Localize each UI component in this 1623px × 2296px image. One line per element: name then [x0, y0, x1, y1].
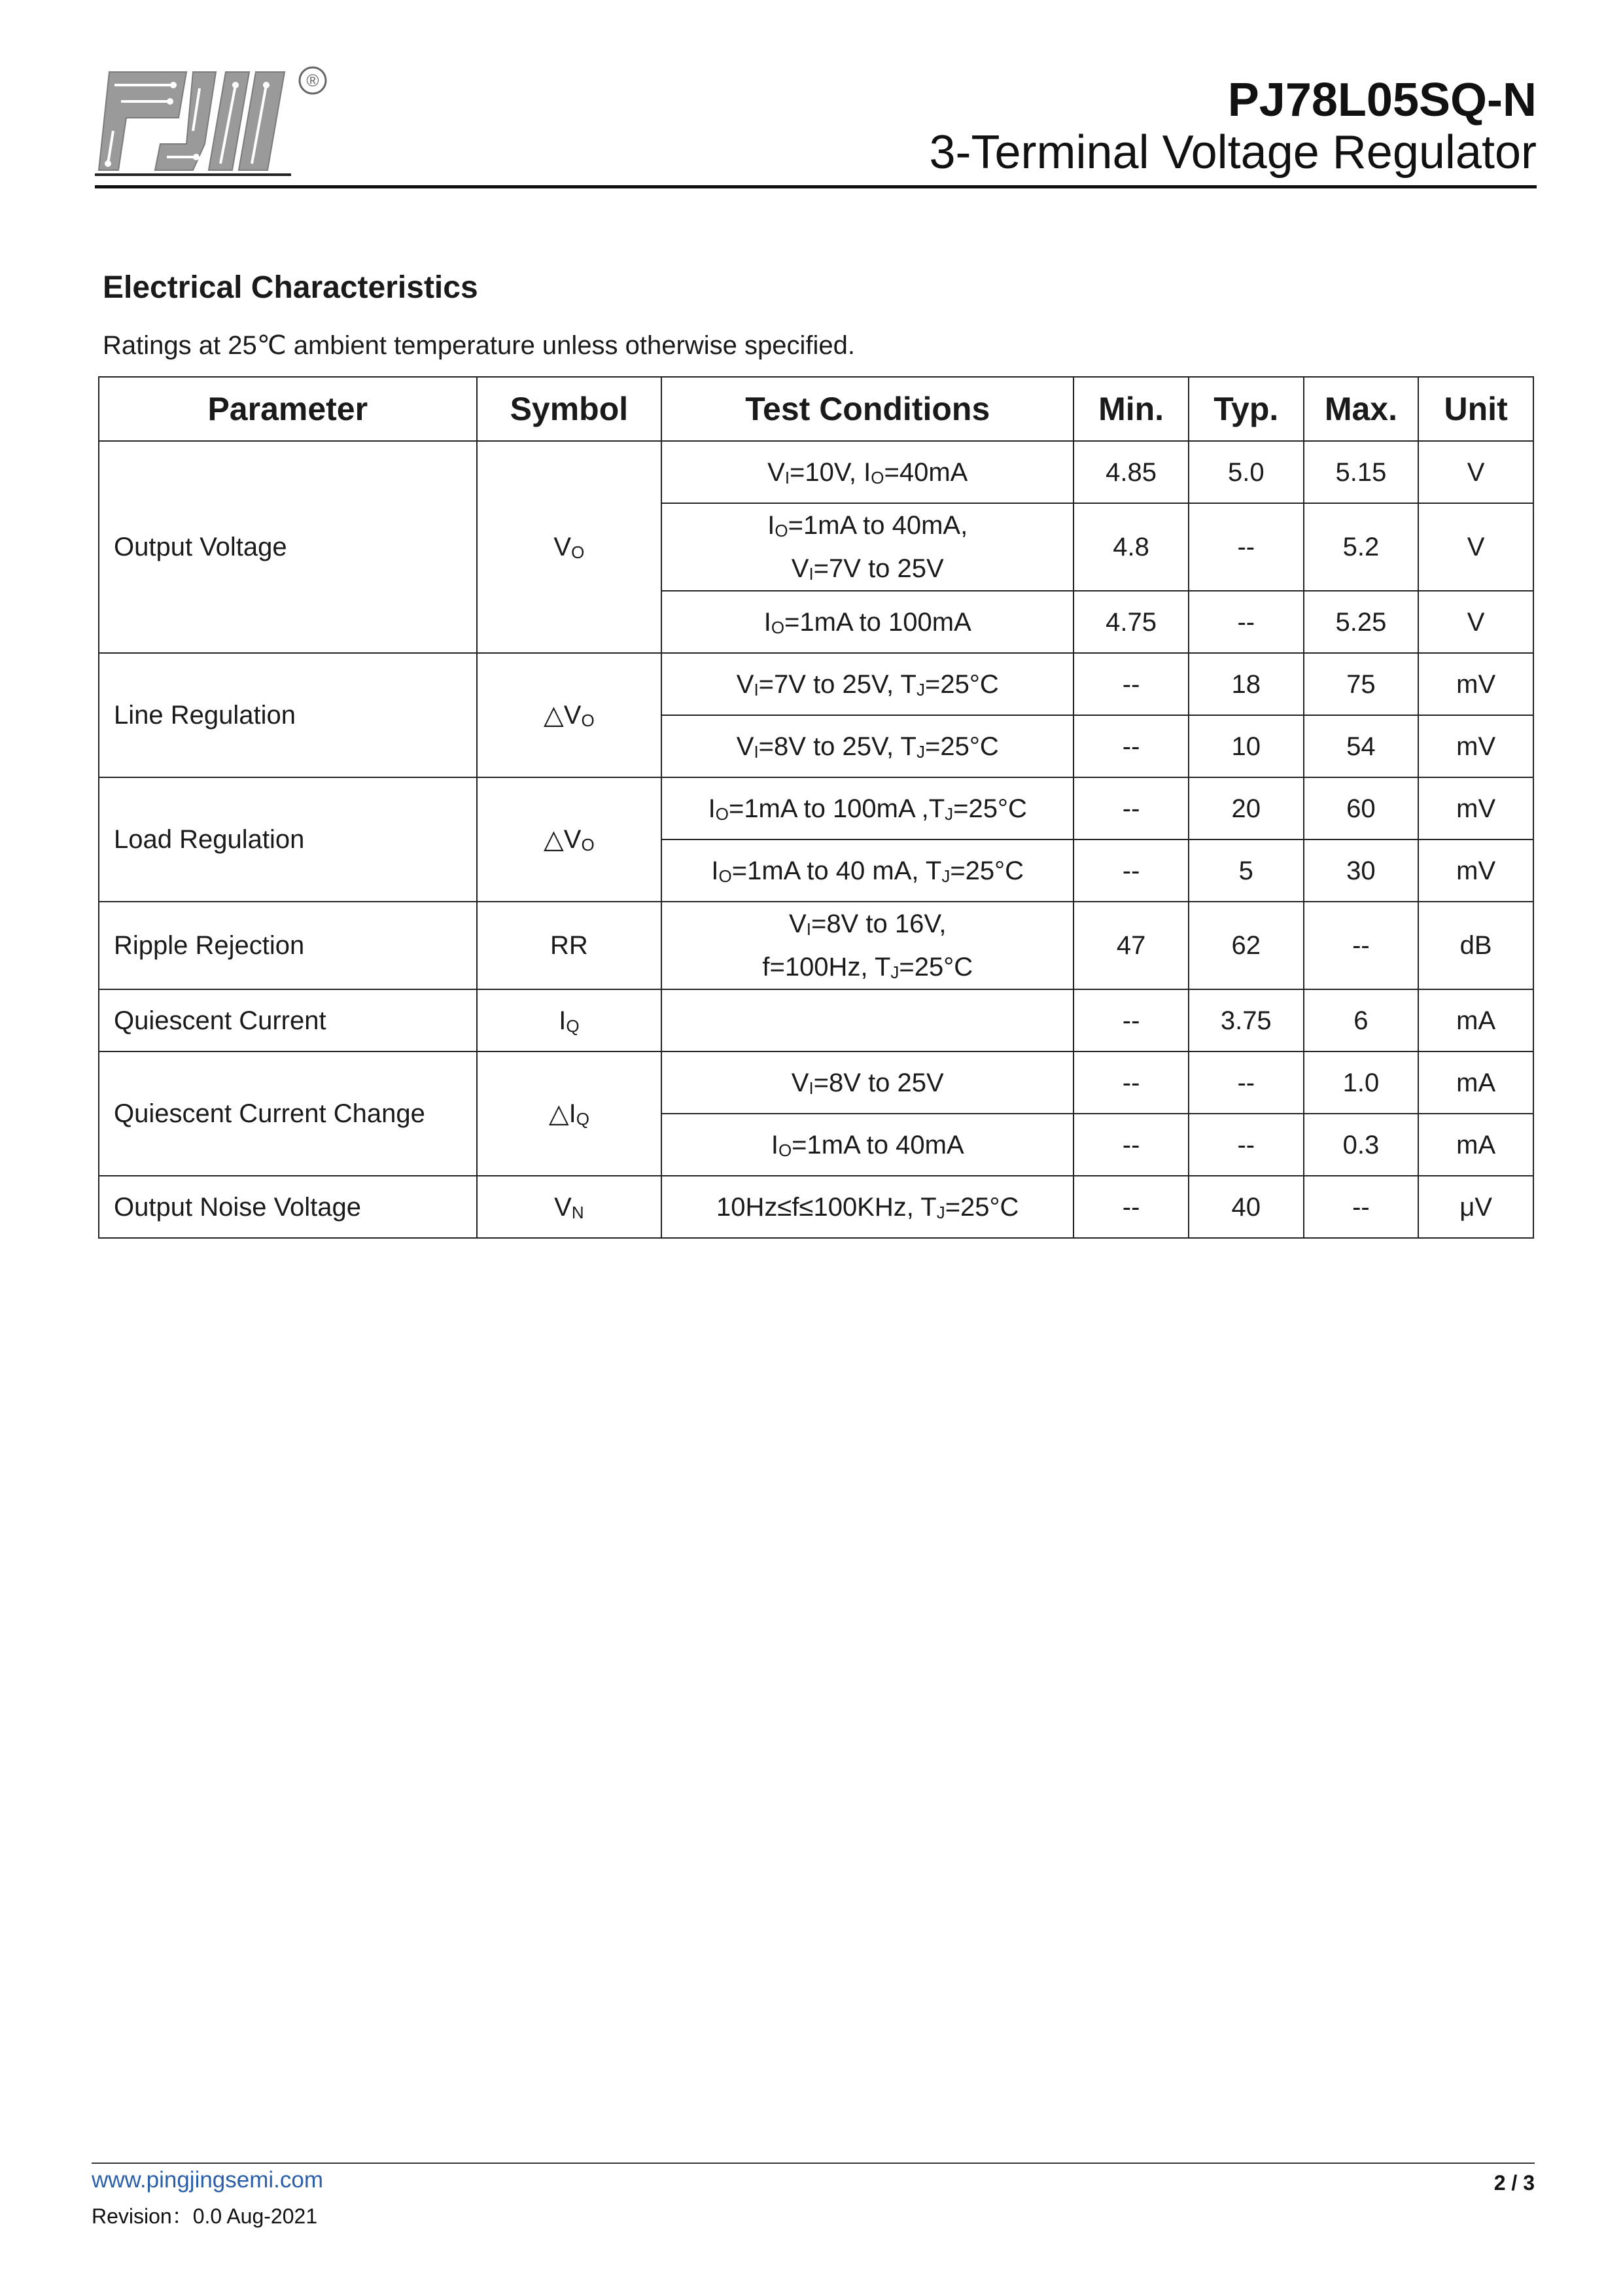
- header-unit: Unit: [1418, 377, 1533, 441]
- header-min: Min.: [1073, 377, 1189, 441]
- test-conditions: [661, 1114, 1073, 1176]
- condition-text: =8V to 25V, T: [758, 732, 916, 761]
- ratings-note: Ratings at 25℃ ambient temperature unless otherwise specified.: [103, 331, 855, 360]
- table-row: [99, 902, 1533, 989]
- condition-text: =1mA to 40mA: [792, 1130, 964, 1159]
- min-value: --: [1073, 777, 1189, 839]
- min-value: --: [1073, 989, 1189, 1051]
- test-conditions: [661, 902, 1073, 989]
- typ-value: 10: [1189, 715, 1304, 777]
- condition-line: [669, 787, 1066, 830]
- condition-subscript: J: [945, 804, 954, 824]
- min-value: 4.8: [1073, 503, 1189, 591]
- typ-value: 18: [1189, 653, 1304, 715]
- parameter-name: Quiescent Current: [99, 989, 477, 1051]
- condition-line: [669, 1186, 1066, 1229]
- symbol-subscript: O: [581, 711, 595, 730]
- table-row: [99, 777, 1533, 839]
- symbol-base: △V: [544, 825, 582, 854]
- symbol-base: RR: [550, 931, 588, 960]
- condition-text: I: [771, 1130, 778, 1159]
- condition-text: V: [789, 910, 807, 938]
- typ-value: --: [1189, 591, 1304, 653]
- header-symbol: Symbol: [477, 377, 662, 441]
- condition-text: =1mA to 100mA: [784, 607, 971, 637]
- symbol-subscript: O: [571, 542, 585, 562]
- header-test-conditions: Test Conditions: [661, 377, 1073, 441]
- condition-text: f=100Hz, T: [762, 953, 891, 981]
- symbol-cell: [477, 777, 662, 902]
- condition-line: [669, 849, 1066, 892]
- unit-value: mA: [1418, 1051, 1533, 1114]
- condition-text: =25°C: [899, 953, 973, 981]
- unit-value: mV: [1418, 653, 1533, 715]
- symbol-cell: [477, 653, 662, 777]
- condition-text: I: [711, 856, 719, 885]
- max-value: 5.2: [1304, 503, 1419, 591]
- max-value: 0.3: [1304, 1114, 1419, 1176]
- unit-value: μV: [1418, 1176, 1533, 1238]
- condition-text: 10Hz≤f≤100KHz, T: [716, 1192, 937, 1222]
- test-conditions: [661, 653, 1073, 715]
- symbol-cell: [477, 989, 662, 1051]
- min-value: 4.85: [1073, 441, 1189, 503]
- website-link[interactable]: www.pingjingsemi.com: [92, 2167, 324, 2193]
- unit-value: mV: [1418, 715, 1533, 777]
- condition-text: I: [763, 607, 771, 637]
- header-parameter: Parameter: [99, 377, 477, 441]
- condition-text: V: [791, 554, 809, 583]
- condition-text: I: [767, 511, 775, 540]
- test-conditions: [661, 989, 1073, 1051]
- condition-text: V: [736, 732, 754, 761]
- test-conditions: [661, 591, 1073, 653]
- symbol-subscript: O: [581, 835, 595, 855]
- parameter-name: Output Noise Voltage: [99, 1176, 477, 1238]
- max-value: 6: [1304, 989, 1419, 1051]
- symbol-subscript: N: [571, 1202, 584, 1222]
- max-value: 60: [1304, 777, 1419, 839]
- header-typ: Typ.: [1189, 377, 1304, 441]
- typ-value: 62: [1189, 902, 1304, 989]
- typ-value: 40: [1189, 1176, 1304, 1238]
- test-conditions: [661, 839, 1073, 902]
- condition-subscript: J: [936, 1202, 945, 1222]
- test-conditions: [661, 777, 1073, 839]
- table-row: [99, 1051, 1533, 1114]
- min-value: --: [1073, 1176, 1189, 1238]
- max-value: 1.0: [1304, 1051, 1419, 1114]
- symbol-base: V: [553, 533, 572, 561]
- registered-trademark-icon: [298, 65, 328, 96]
- max-value: 5.15: [1304, 441, 1419, 503]
- min-value: --: [1073, 653, 1189, 715]
- part-number: PJ78L05SQ-N: [1227, 74, 1537, 126]
- unit-value: V: [1418, 503, 1533, 591]
- test-conditions: [661, 441, 1073, 503]
- section-title: Electrical Characteristics: [103, 270, 478, 305]
- condition-text: =7V to 25V: [813, 554, 944, 583]
- parameter-name: Ripple Rejection: [99, 902, 477, 989]
- condition-subscript: J: [941, 866, 951, 886]
- condition-line: [669, 601, 1066, 644]
- condition-text: V: [767, 457, 785, 487]
- condition-subscript: I: [784, 467, 790, 487]
- table-row: [99, 441, 1533, 503]
- document-subtitle: 3-Terminal Voltage Regulator: [929, 126, 1537, 179]
- company-logo: [95, 65, 330, 177]
- table-header-row: [99, 377, 1533, 441]
- condition-text: V: [736, 669, 754, 699]
- condition-text: =25°C: [924, 669, 999, 699]
- max-value: 30: [1304, 839, 1419, 902]
- symbol-subscript: Q: [566, 1016, 580, 1036]
- typ-value: 20: [1189, 777, 1304, 839]
- condition-text: =40mA: [884, 457, 968, 487]
- condition-line: [669, 663, 1066, 706]
- condition-line: [669, 1123, 1066, 1167]
- parameter-name: Quiescent Current Change: [99, 1051, 477, 1176]
- condition-line: [669, 902, 1066, 945]
- symbol-base: I: [559, 1006, 567, 1035]
- test-conditions: [661, 715, 1073, 777]
- symbol-cell: [477, 1176, 662, 1238]
- parameter-name: Output Voltage: [99, 441, 477, 653]
- max-value: 75: [1304, 653, 1419, 715]
- condition-text: =25°C: [953, 794, 1027, 823]
- condition-subscript: I: [806, 919, 811, 939]
- unit-value: mV: [1418, 839, 1533, 902]
- condition-line: [669, 451, 1066, 494]
- condition-line: [669, 1061, 1066, 1104]
- condition-line: [669, 504, 1066, 547]
- typ-value: --: [1189, 1051, 1304, 1114]
- condition-subscript: J: [916, 679, 925, 699]
- condition-subscript: O: [715, 804, 729, 824]
- condition-text: =1mA to 40mA,: [788, 511, 968, 540]
- page-number: 2 / 3: [1493, 2171, 1535, 2195]
- header-max: Max.: [1304, 377, 1419, 441]
- condition-subscript: I: [809, 1078, 814, 1098]
- min-value: --: [1073, 715, 1189, 777]
- unit-value: mV: [1418, 777, 1533, 839]
- condition-subscript: I: [754, 679, 759, 699]
- min-value: --: [1073, 1051, 1189, 1114]
- condition-subscript: J: [890, 963, 899, 982]
- condition-line: [669, 547, 1066, 590]
- max-value: 54: [1304, 715, 1419, 777]
- svg-text:®: ®: [306, 71, 319, 90]
- symbol-subscript: Q: [576, 1109, 589, 1129]
- symbol-cell: [477, 902, 662, 989]
- condition-text: =10V, I: [790, 457, 871, 487]
- min-value: --: [1073, 1114, 1189, 1176]
- condition-subscript: O: [771, 617, 785, 637]
- condition-subscript: J: [916, 741, 925, 762]
- symbol-base: △I: [548, 1099, 576, 1128]
- typ-value: --: [1189, 1114, 1304, 1176]
- condition-text: =25°C: [924, 732, 999, 761]
- condition-line: [669, 945, 1066, 989]
- condition-text: =1mA to 40 mA, T: [731, 856, 942, 885]
- typ-value: 3.75: [1189, 989, 1304, 1051]
- typ-value: 5.0: [1189, 441, 1304, 503]
- test-conditions: [661, 1176, 1073, 1238]
- condition-subscript: I: [754, 741, 759, 762]
- min-value: 47: [1073, 902, 1189, 989]
- condition-subscript: O: [778, 1140, 792, 1160]
- parameter-name: Line Regulation: [99, 653, 477, 777]
- unit-value: V: [1418, 591, 1533, 653]
- condition-text: =8V to 25V: [813, 1068, 944, 1097]
- symbol-base: △V: [544, 701, 582, 730]
- condition-text: I: [708, 794, 716, 823]
- max-value: --: [1304, 902, 1419, 989]
- condition-text: V: [791, 1068, 809, 1097]
- condition-line: [669, 725, 1066, 768]
- condition-subscript: I: [809, 564, 814, 584]
- condition-subscript: O: [718, 866, 732, 886]
- condition-text: =1mA to 100mA ,T: [728, 794, 945, 823]
- table-body: [99, 441, 1533, 1238]
- condition-text: =25°C: [945, 1192, 1019, 1222]
- symbol-base: V: [554, 1192, 572, 1222]
- condition-text: =7V to 25V, T: [758, 669, 916, 699]
- table-row: [99, 653, 1533, 715]
- test-conditions: [661, 1051, 1073, 1114]
- unit-value: mA: [1418, 1114, 1533, 1176]
- condition-text: =25°C: [950, 856, 1024, 885]
- typ-value: --: [1189, 503, 1304, 591]
- min-value: 4.75: [1073, 591, 1189, 653]
- footer-divider: [92, 2163, 1535, 2164]
- symbol-cell: [477, 1051, 662, 1176]
- unit-value: dB: [1418, 902, 1533, 989]
- unit-value: V: [1418, 441, 1533, 503]
- table-row: [99, 1176, 1533, 1238]
- unit-value: mA: [1418, 989, 1533, 1051]
- test-conditions: [661, 503, 1073, 591]
- header-divider: [95, 185, 1537, 188]
- revision-text: Revision：0.0 Aug-2021: [92, 2204, 318, 2228]
- condition-subscript: O: [775, 521, 788, 540]
- parameter-name: Load Regulation: [99, 777, 477, 902]
- table-row: [99, 989, 1533, 1051]
- max-value: 5.25: [1304, 591, 1419, 653]
- max-value: --: [1304, 1176, 1419, 1238]
- symbol-cell: [477, 441, 662, 653]
- condition-text: =8V to 16V,: [811, 910, 947, 938]
- electrical-characteristics-table: [98, 376, 1534, 1239]
- min-value: --: [1073, 839, 1189, 902]
- condition-subscript: O: [871, 467, 884, 487]
- typ-value: 5: [1189, 839, 1304, 902]
